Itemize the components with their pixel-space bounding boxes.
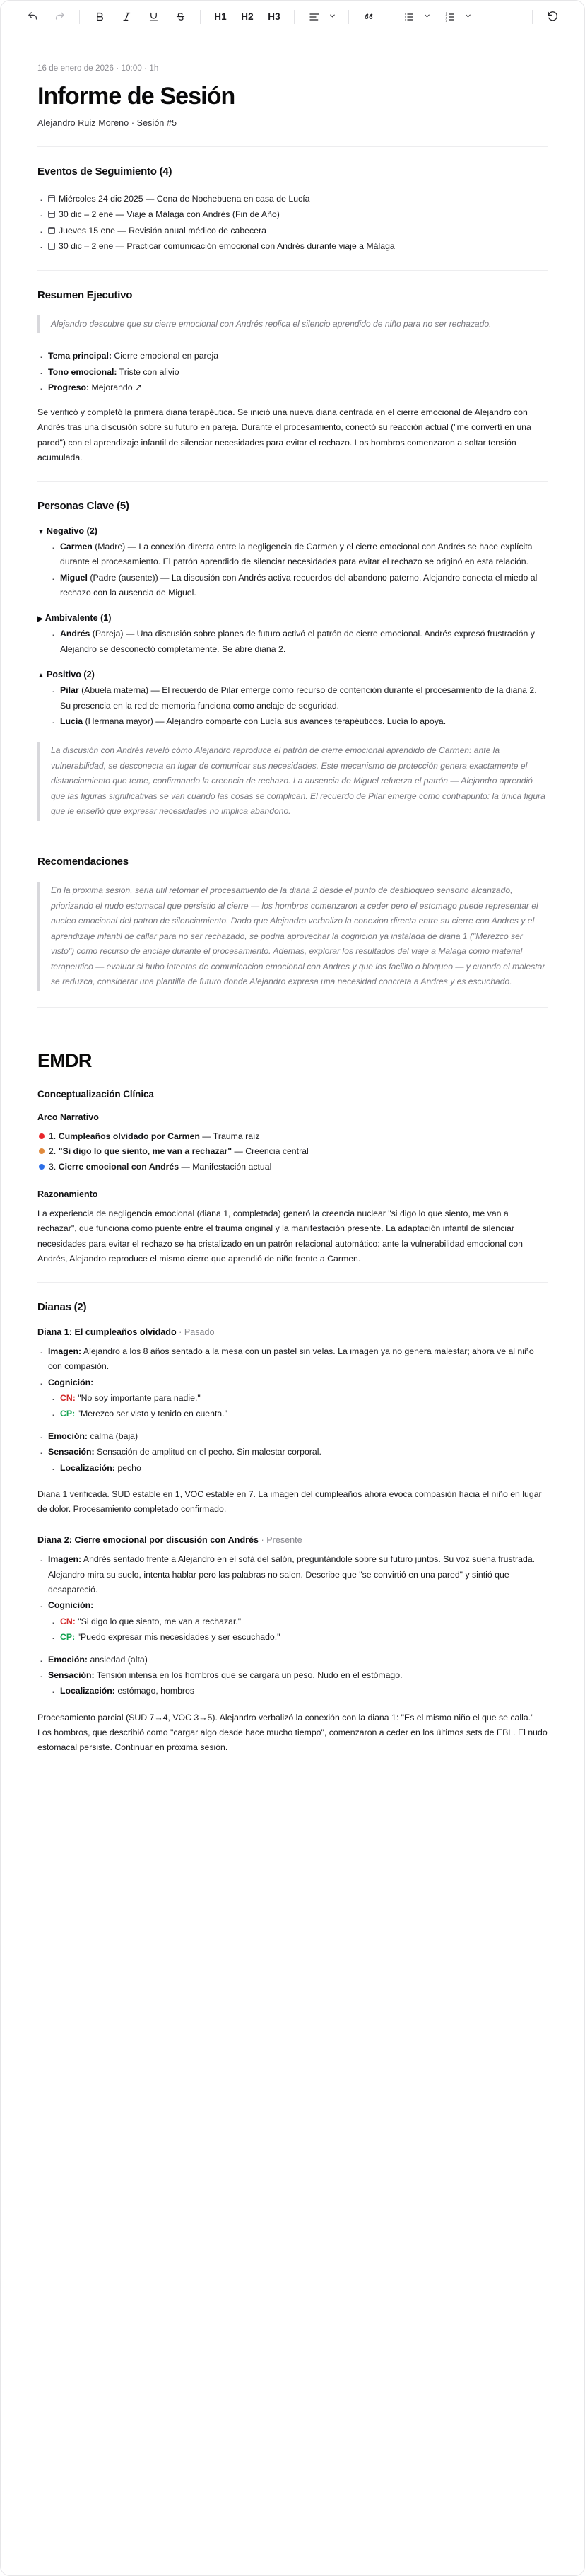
arco-color-dot — [39, 1133, 45, 1139]
arco-name: "Si digo lo que siento, me van a rechazar" — [58, 1146, 232, 1157]
triangle-toggle-icon: ▼ — [37, 528, 45, 536]
document-body[interactable] — [1, 33, 584, 1837]
h1-label: H1 — [214, 11, 227, 22]
diana-state: · Pasado — [176, 1327, 215, 1337]
persona-role: (Madre) — [92, 541, 126, 552]
italic-icon — [122, 11, 132, 22]
evento-text: 30 dic – 2 ene — Viaje a Málaga con Andrés (Fin de Año) — [59, 209, 280, 220]
persona-role: (Hermana mayor) — [83, 716, 153, 727]
diana-state: · Presente — [259, 1535, 302, 1546]
formatting-group — [86, 6, 194, 28]
cognicion-text: "Merezco ser visto y tenido en cuenta." — [75, 1409, 228, 1419]
diana-title: Diana 2: Cierre emocional por discusión con Andrés — [37, 1535, 259, 1546]
diana-bullet-label: Emoción: — [48, 1430, 88, 1441]
eventos-heading: Eventos de Seguimiento (4) — [37, 165, 172, 178]
localizacion-value: estómago, hombros — [114, 1686, 195, 1696]
bullet-label: Tema principal: — [48, 351, 112, 361]
bold-button[interactable] — [86, 6, 113, 28]
section-dianas — [37, 1301, 548, 1755]
persona-group-header[interactable] — [37, 526, 548, 536]
calendar-icon — [48, 195, 55, 202]
persona-item — [49, 683, 548, 713]
resumen-quote: Alejandro descubre que su cierre emocional con Andrés replica el silencio aprendido de niño para no ser rechazado. — [37, 315, 548, 334]
persona-item — [49, 626, 548, 657]
cognicion-text: "Puedo expresar mis necesidades y ser escuchado." — [75, 1632, 280, 1643]
cognicion-list — [49, 1391, 548, 1422]
diana-bullet-label: Emoción: — [48, 1654, 88, 1665]
calendar-icon — [48, 243, 55, 250]
blockquote-button[interactable] — [355, 6, 382, 28]
h2-label: H2 — [241, 11, 254, 22]
toolbar-divider — [79, 10, 80, 24]
cognicion-item — [49, 1614, 548, 1629]
razonamiento-heading: Razonamiento — [37, 1189, 98, 1200]
bullet-list-dropdown[interactable] — [396, 6, 437, 28]
resumen-bullet — [37, 349, 548, 363]
persona-name: Pilar — [60, 685, 79, 696]
heading-3-button[interactable] — [261, 6, 288, 28]
arco-color-dot — [39, 1148, 45, 1154]
ordered-list-icon — [444, 11, 456, 23]
arco-item — [37, 1160, 548, 1175]
diana-note: Procesamiento parcial (SUD 7→4, VOC 3→5). Alejandro verbalizó la conexión con la diana 1: "Es el mismo niño el que se calla." Los hombros, que describió como "cargar algo desde hace mucho tiempo", comenzaron a ceder en los últimos sets de EBL. El nudo estomacal persiste. Continuar en próxima sesión. — [37, 1712, 548, 1752]
persona-role: (Padre (ausente)) — [87, 572, 158, 583]
dianas-list — [37, 1327, 548, 1755]
divider — [37, 1282, 548, 1283]
diana-bullet — [37, 1429, 548, 1444]
persona-name: Andrés — [60, 629, 90, 639]
session-datetime: 16 de enero de 2026 · 10:00 · 1h — [37, 64, 159, 73]
localizacion-list — [49, 1684, 548, 1698]
diana-block — [37, 1535, 548, 1755]
localizacion-item — [49, 1684, 548, 1698]
resumen-bullets — [37, 349, 548, 395]
persona-name: Miguel — [60, 572, 88, 583]
quote-icon — [363, 11, 375, 23]
persona-group-header[interactable] — [37, 613, 548, 623]
conceptualizacion-heading: Conceptualización Clínica — [37, 1088, 154, 1100]
section-personas — [37, 500, 548, 821]
bullet-label: Progreso: — [48, 382, 90, 392]
arco-number: 3. — [49, 1162, 59, 1172]
diana-bullet-label: Sensación: — [48, 1669, 95, 1680]
diana-note: Diana 1 verificada. SUD estable en 1, VOC estable en 7. La imagen del cumpleaños ahora evoca compasión hacia el niño en lugar de dolor. Procesamiento completado confirmado. — [37, 1488, 542, 1515]
cognicion-list — [49, 1614, 548, 1645]
persona-role: (Pareja) — [90, 629, 124, 639]
diana-header — [37, 1535, 548, 1545]
cognicion-item — [49, 1406, 548, 1421]
persona-group[interactable] — [37, 613, 548, 657]
bullet-list-button[interactable] — [396, 6, 422, 28]
heading-group — [207, 6, 288, 28]
divider — [37, 1007, 548, 1008]
diana-bullet — [37, 1598, 548, 1613]
evento-item — [37, 192, 548, 206]
arco-narrativo-heading: Arco Narrativo — [37, 1112, 99, 1122]
personas-heading: Personas Clave (5) — [37, 499, 129, 512]
arco-tail: — Creencia central — [232, 1146, 309, 1157]
evento-item — [37, 239, 548, 254]
bullet-list-icon — [403, 11, 415, 23]
diana-header — [37, 1327, 548, 1337]
razonamiento-text: La experiencia de negligencia emocional (diana 1, completada) generó la creencia nuclear "si digo lo que siento, me van a rechazar", que funciona como puente entre el trauma original y la manifestación presente. La adaptación infantil de silenciar necesidades para evitar el rechazo se ha cristalizado en un patrón relacional automático: ante la vulnerabilidad emocional con Andrés, Alejandro reproduce el mismo cierre que aprendió de niño frente a Carmen. — [37, 1208, 523, 1264]
arco-name: Cumpleaños olvidado por Carmen — [58, 1131, 200, 1141]
arco-number: 2. — [49, 1146, 59, 1157]
dianas-heading: Dianas (2) — [37, 1300, 87, 1313]
diana-block — [37, 1327, 548, 1517]
diana-title: Diana 1: El cumpleaños olvidado — [37, 1327, 177, 1337]
persona-list — [49, 683, 548, 729]
underline-button[interactable] — [140, 6, 167, 28]
calendar-icon — [48, 227, 55, 234]
diana-bullet-value: ansiedad (alta) — [88, 1654, 148, 1665]
heading-2-button[interactable] — [234, 6, 261, 28]
arco-name: Cierre emocional con Andrés — [58, 1162, 179, 1172]
reset-circular-arrow-icon — [547, 11, 559, 23]
diana-bullets — [37, 1552, 548, 1699]
section-emdr — [37, 1050, 548, 1266]
diana-bullet-label: Imagen: — [48, 1346, 82, 1356]
arco-tail: — Manifestación actual — [179, 1162, 272, 1172]
section-eventos — [37, 165, 548, 255]
persona-list — [49, 626, 548, 657]
diana-bullet — [37, 1344, 548, 1375]
h3-label: H3 — [268, 11, 280, 22]
persona-group-title: Ambivalente (1) — [45, 613, 112, 624]
underline-icon — [148, 11, 159, 22]
localizacion-list — [49, 1461, 548, 1476]
arco-narrativo-list — [37, 1129, 548, 1176]
diana-bullet-label: Cognición: — [48, 1377, 94, 1387]
cognicion-item — [49, 1630, 548, 1645]
resumen-bullet — [37, 380, 548, 395]
diana-bullet-label: Sensación: — [48, 1447, 95, 1457]
section-resumen — [37, 289, 548, 465]
emdr-title: EMDR — [37, 1049, 92, 1071]
cognicion-text: "No soy importante para nadie." — [75, 1392, 201, 1403]
localizacion-value: pecho — [114, 1462, 141, 1473]
persona-item — [49, 540, 548, 570]
reset-history-button[interactable] — [539, 6, 566, 28]
section-recomendaciones — [37, 856, 548, 991]
divider — [37, 146, 548, 147]
diana-bullet — [37, 1668, 548, 1683]
personas-groups — [37, 526, 548, 730]
spacer — [37, 1026, 548, 1050]
triangle-toggle-icon: ▲ — [37, 672, 45, 680]
bullet-label: Tono emocional: — [48, 366, 117, 377]
history-group — [19, 6, 73, 28]
persona-group-title: Negativo (2) — [46, 525, 98, 536]
editor-toolbar — [1, 1, 584, 33]
diana-bullet-value: Tensión intensa en los hombros que se cargara un peso. Nudo en el estómago. — [94, 1669, 403, 1680]
eventos-list — [37, 192, 548, 255]
cognicion-tag: CN: — [60, 1392, 76, 1403]
calendar-icon — [48, 211, 55, 218]
persona-group[interactable] — [37, 670, 548, 729]
diana-bullet — [37, 1552, 548, 1597]
cognicion-tag: CP: — [60, 1409, 76, 1419]
evento-text: 30 dic – 2 ene — Practicar comunicación emocional con Andrés durante viaje a Málaga — [59, 241, 395, 252]
persona-group[interactable] — [37, 526, 548, 601]
arco-item — [37, 1129, 548, 1145]
evento-item — [37, 207, 548, 222]
undo-button[interactable] — [19, 6, 46, 28]
diana-bullet — [37, 1445, 548, 1459]
cognicion-tag: CP: — [60, 1632, 76, 1643]
personas-quote: La discusión con Andrés reveló cómo Alejandro reproduce el patrón de cierre emocional aprendido de Carmen: ante la vulnerabilidad, se desconecta en lugar de comunicar sus necesidades. Este mecanismo de protección genera exactamente el distanciamiento que teme, confirmando la creencia de rechazo. La ausencia de Miguel refuerza el patrón — Alejandro aprendió que las figuras significativas se van cuando las cosas se complican. El recuerdo de Pilar emerge como contrapunto: la única figura que le enseñó que expresar necesidades no implica abandono. — [37, 742, 548, 821]
italic-button[interactable] — [113, 6, 140, 28]
recomendaciones-heading: Recomendaciones — [37, 855, 129, 868]
undo-arrow-icon — [27, 11, 39, 23]
persona-text: — La discusión con Andrés activa recuerdos del abandono paterno. Alejandro conecta el miedo al rechazo con la ausencia de Miguel. — [60, 572, 538, 598]
persona-group-title: Positivo (2) — [46, 670, 95, 680]
page-title: Informe de Sesión — [37, 83, 235, 110]
recomendaciones-text: En la proxima sesion, seria util retomar el procesamiento de la diana 2 desde el punto de desbloqueo sensorio alcanzado, priorizando el nudo estomacal que persistio al cierre — los hombros comenzaron a ceder pero el estomago puede representar el nucleo emocional del patron de silenciamiento. Dado que Alejandro verbalizo la conexion directa entre su cierre con Andres y el aprendizaje infantil de callar para no ser rechazado, se podria aprovechar la cognicion ya instalada de diana 1 ("Merezco ser visto") como recurso de anclaje durante el procesamiento. Ademas, explorar los resultados del viaje a Malaga como material terapeutico — evaluar si hubo intentos de comunicacion emocional con Andres y que los facilito o bloqueo — y cuando el malestar se reduzca, considerar una plantilla de futuro donde Alejandro expresa una necesidad concreta a Andres y es escuchado. — [37, 882, 548, 991]
bullet-value: Mejorando ↗ — [89, 382, 143, 392]
ordered-list-button[interactable] — [437, 6, 463, 28]
bullet-value: Triste con alivio — [117, 366, 179, 377]
chevron-down-icon — [329, 12, 341, 21]
persona-text: — El recuerdo de Pilar emerge como recurso de contención durante el procesamiento de la diana 2. Su presencia en la red de memoria funciona como anclaje de seguridad. — [60, 685, 537, 711]
cognicion-text: "Si digo lo que siento, me van a rechazar." — [75, 1616, 242, 1626]
evento-text: Miércoles 24 dic 2025 — Cena de Nochebuena en casa de Lucía — [59, 194, 310, 204]
localizacion-label: Localización: — [60, 1686, 115, 1696]
strikethrough-button[interactable] — [167, 6, 194, 28]
diana-bullet-value: Sensación de amplitud en el pecho. Sin malestar corporal. — [94, 1447, 321, 1457]
diana-bullet-value: Andrés sentado frente a Alejandro en el sofá del salón, preguntándole sobre su futuro juntos. Su voz suena frustrada. Alejandro mira su suelo, intenta hablar pero las palabras no salen. Describe que "se convirtió en una pared" y sintió que desapareció. — [48, 1554, 536, 1595]
chevron-down-icon — [464, 12, 476, 21]
arco-tail: — Trauma raíz — [199, 1131, 260, 1141]
chevron-down-icon — [423, 12, 435, 21]
bullet-value: Cierre emocional en pareja — [111, 351, 219, 361]
strikethrough-icon — [175, 11, 186, 22]
resumen-bullet — [37, 365, 548, 380]
evento-item — [37, 223, 548, 238]
diana-bullet — [37, 1375, 548, 1390]
cognicion-tag: CN: — [60, 1616, 76, 1626]
divider — [37, 481, 548, 482]
toolbar-divider — [294, 10, 295, 24]
resumen-heading: Resumen Ejecutivo — [37, 289, 133, 301]
localizacion-label: Localización: — [60, 1462, 115, 1473]
patient-session-line: Alejandro Ruiz Moreno · Sesión #5 — [37, 118, 177, 129]
persona-name: Lucía — [60, 716, 83, 727]
svg-text:3: 3 — [445, 18, 448, 23]
bold-icon — [95, 11, 105, 22]
persona-group-header[interactable] — [37, 670, 548, 680]
divider — [37, 270, 548, 271]
toolbar-divider — [200, 10, 201, 24]
persona-text: — La conexión directa entre la negligencia de Carmen y el cierre emocional con Andrés se hace explícita durante el procesamiento. El patrón aprendido de silenciar necesidades para evitar el rechazo se originó en esta relación. — [60, 541, 533, 567]
toolbar-divider — [348, 10, 349, 24]
redo-arrow-icon — [54, 11, 66, 23]
persona-text: — Una discusión sobre planes de futuro activó el patrón de cierre emocional. Andrés expresó frustración y Alejandro se desconectó completamente. Se abre diana 2. — [60, 629, 535, 654]
diana-bullet-label: Cognición: — [48, 1600, 94, 1611]
resumen-paragraph: Se verificó y completó la primera diana terapéutica. Se inició una nueva diana centrada en el cierre emocional de Alejandro con Andrés tras una discusión sobre su futuro en pareja. Durante el procesamiento, conectó su reacción actual ("me convertí en una pared") con el aprendizaje infantil de silenciar necesidades para evitar el rechazo. Los hombros comenzaron a soltar tensión acumulada. — [37, 407, 531, 462]
diana-bullet-value: Alejandro a los 8 años sentado a la mesa con un pastel sin velas. La imagen ya no genera malestar; ahora ve al niño con compasión. — [48, 1346, 534, 1372]
arco-number: 1. — [49, 1131, 59, 1141]
arco-color-dot — [39, 1164, 45, 1170]
persona-text: — Alejandro comparte con Lucía sus avances terapéuticos. Lucía lo apoya. — [153, 716, 447, 727]
arco-item — [37, 1144, 548, 1160]
heading-1-button[interactable] — [207, 6, 234, 28]
align-dropdown[interactable] — [301, 6, 342, 28]
align-left-icon — [309, 11, 320, 23]
redo-button[interactable] — [46, 6, 73, 28]
triangle-toggle-icon: ▶ — [37, 615, 43, 624]
svg-text:1: 1 — [445, 11, 448, 16]
persona-list — [49, 540, 548, 601]
diana-bullets — [37, 1344, 548, 1476]
localizacion-item — [49, 1461, 548, 1476]
toolbar-divider — [532, 10, 533, 24]
evento-text: Jueves 15 ene — Revisión anual médico de cabecera — [59, 225, 266, 235]
ordered-list-dropdown[interactable] — [437, 6, 478, 28]
diana-bullet — [37, 1653, 548, 1667]
svg-text:2: 2 — [445, 15, 448, 20]
persona-role: (Abuela materna) — [78, 685, 149, 696]
persona-item — [49, 714, 548, 729]
cognicion-item — [49, 1391, 548, 1406]
spacer — [37, 1773, 548, 1795]
diana-bullet-label: Imagen: — [48, 1554, 82, 1565]
align-left-button[interactable] — [301, 6, 328, 28]
persona-item — [49, 571, 548, 601]
diana-bullet-value: calma (baja) — [88, 1430, 138, 1441]
persona-name: Carmen — [60, 541, 93, 552]
